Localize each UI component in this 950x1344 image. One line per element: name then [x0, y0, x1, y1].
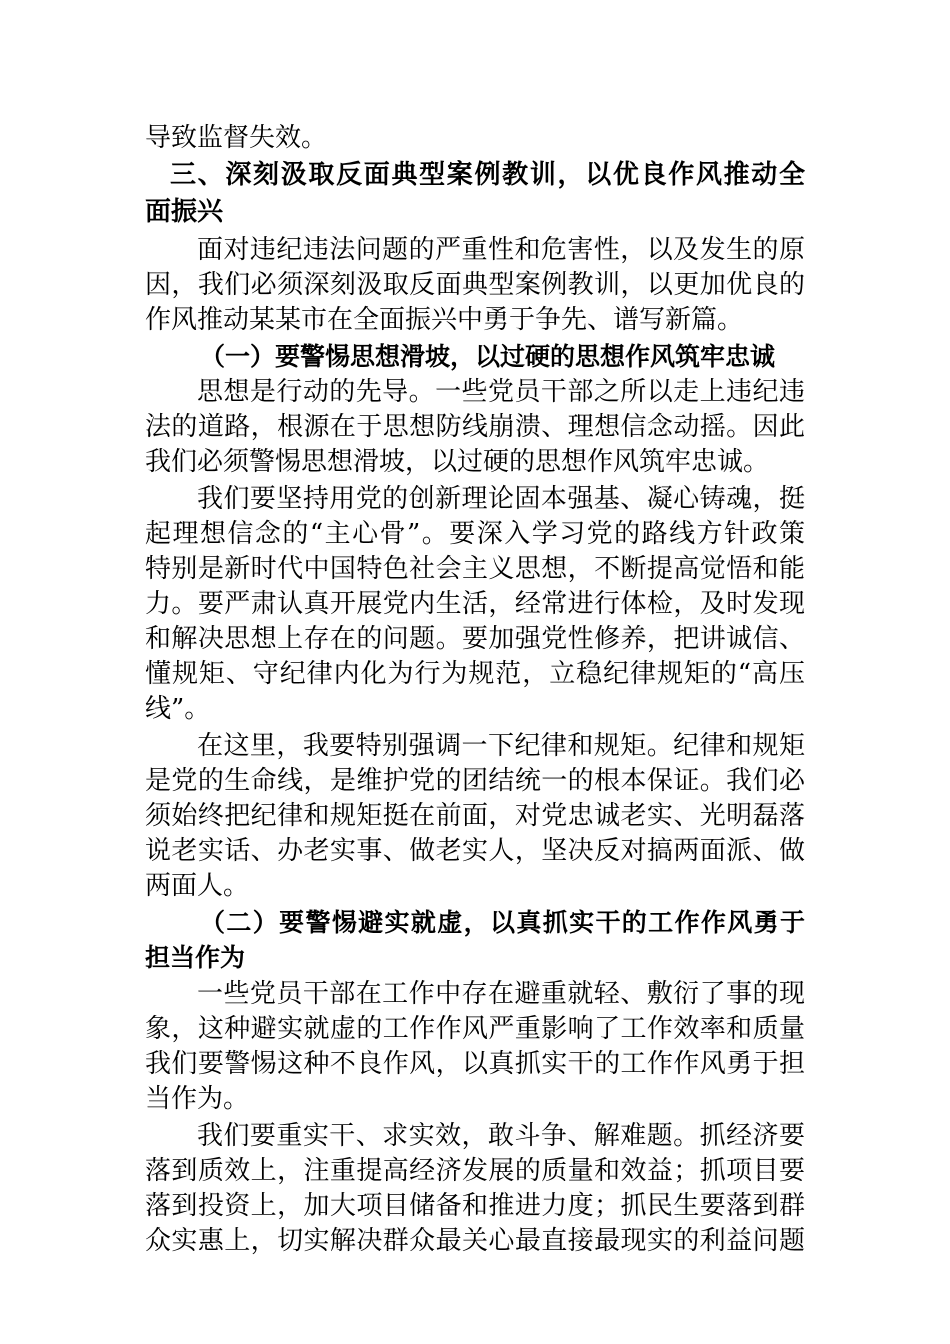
subsection-heading-continued: 担当作为	[145, 943, 246, 972]
text-line: 导致监督失效。	[145, 123, 328, 153]
paragraph-line: 我们要警惕这种不良作风，以真抓实干的工作作风勇于担	[145, 1049, 805, 1079]
paragraph-line: 懂规矩、守纪律内化为行为规范，立稳纪律规矩的“高压	[145, 659, 805, 689]
paragraph-line: 起理想信念的“主心骨”。要深入学习党的路线方针政策	[145, 519, 805, 549]
paragraph-line: 作风推动某某市在全面振兴中勇于争先、谱写新篇。	[145, 305, 744, 335]
paragraph-line: 落到投资上，加大项目储备和推进力度；抓民生要落到群	[145, 1191, 805, 1221]
paragraph-line: 是党的生命线，是维护党的团结统一的根本保证。我们必	[145, 766, 805, 796]
paragraph-line: 须始终把纪律和规矩挺在前面，对党忠诚老实、光明磊落	[145, 801, 805, 831]
paragraph-line: 两面人。	[145, 871, 250, 901]
paragraph-line: 一些党员干部在工作中存在避重就轻、敷衍了事的现	[197, 979, 805, 1009]
paragraph-line: 落到质效上，注重提高经济发展的质量和效益；抓项目要	[145, 1156, 805, 1186]
paragraph-line: 我们必须警惕思想滑坡，以过硬的思想作风筑牢忠诚。	[145, 447, 770, 477]
paragraph-line: 在这里，我要特别强调一下纪律和规矩。纪律和规矩	[197, 731, 805, 761]
paragraph-line: 我们要重实干、求实效，敢斗争、解难题。抓经济要	[197, 1121, 805, 1151]
paragraph-line: 线”。	[145, 694, 211, 724]
subsection-heading: （二）要警惕避实就虚，以真抓实干的工作作风勇于	[200, 908, 805, 937]
paragraph-line: 众实惠上，切实解决群众最关心最直接最现实的利益问题	[145, 1226, 805, 1256]
paragraph-line: 特别是新时代中国特色社会主义思想，不断提高觉悟和能	[145, 554, 805, 584]
paragraph-line: 我们要坚持用党的创新理论固本强基、凝心铸魂，挺	[197, 484, 805, 514]
paragraph-line: 因，我们必须深刻汲取反面典型案例教训，以更加优良的	[145, 270, 805, 300]
paragraph-line: 面对违纪违法问题的严重性和危害性，以及发生的原	[197, 235, 805, 265]
section-heading-continued: 面振兴	[145, 197, 224, 227]
paragraph-line: 和解决思想上存在的问题。要加强党性修养，把讲诚信、	[145, 624, 805, 654]
section-heading: 三、深刻汲取反面典型案例教训，以优良作风推动全	[170, 160, 805, 190]
paragraph-line: 象，这种避实就虚的工作作风严重影响了工作效率和质量	[145, 1014, 805, 1044]
paragraph-line: 法的道路，根源在于思想防线崩溃、理想信念动摇。因此	[145, 412, 805, 442]
subsection-heading: （一）要警惕思想滑坡，以过硬的思想作风筑牢忠诚	[200, 342, 776, 371]
paragraph-line: 当作为。	[145, 1084, 250, 1114]
paragraph-line: 力。要严肃认真开展党内生活，经常进行体检，及时发现	[145, 589, 805, 619]
paragraph-line: 说老实话、办老实事、做老实人，坚决反对搞两面派、做	[145, 836, 805, 866]
paragraph-line: 思想是行动的先导。一些党员干部之所以走上违纪违	[197, 377, 805, 407]
